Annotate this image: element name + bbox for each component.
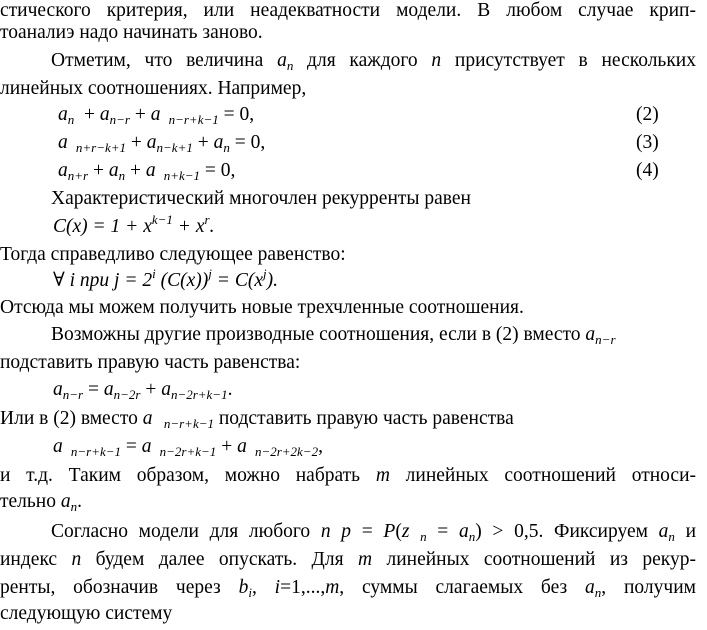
text-line-1: стического критерия, или неадекватности модели. В любом случае крип-	[0, 0, 696, 21]
text-line-4: линейных соотношениях. Например,	[0, 78, 307, 99]
equation-number-2: (2)	[636, 104, 659, 125]
equation-3: a $_{n+r-k+1} + a_{n-k+1} + a_n = 0$,	[58, 132, 266, 155]
text-line-16: следующую систему	[0, 603, 173, 624]
text-line-2: тоаналиэ надо начинать заново.	[0, 22, 263, 43]
equation-4: $a_{n+r} + a_n + a$ $_{n+k-1}$ = 0,	[58, 160, 236, 183]
equation-substitution-1: $a_{n-r} = a_{n-2r} + a_{n-2r+k-1}$.	[53, 379, 233, 402]
text-line-12: тельно $a_n$.	[0, 491, 82, 514]
equation-forall: ∀ i при $j = 2^i$ $(C(x))^j = C(x^j)$.	[53, 266, 278, 291]
text-line-3: Отметим, что величина $a_n$ для каждого n присутствует в нескольких	[51, 50, 696, 73]
text-line-6: Тогда справедливо следующее равенство:	[0, 244, 346, 265]
text-line-8: Возможны другие производные соотношения, если в (2) вместо $a_{n-r}$	[51, 324, 616, 347]
equation-2: $a_n + a_{n-r} + a$ $_{n-r+k-1}$ = 0,	[58, 104, 255, 127]
equation-polynomial: $C(x) = 1 + x^{k-1} + x^r$.	[53, 212, 215, 237]
text-line-10: Или в (2) вместо a $_{n-r+k-1}$ подставить правую часть равенства	[0, 408, 514, 431]
text-line-14: индекс n будем далее опускать. Для m линейных соотношений из рекур-	[0, 549, 696, 570]
var-a: a	[277, 50, 287, 71]
equation-substitution-2: a $_{n-r+k-1}$ = a $_{n-2r+k-1}$ + a $_{n-2r+2k-2}$,	[53, 436, 323, 459]
text-line-11: и т.д. Таким образом, можно набрать m линейных соотношений относи-	[0, 465, 696, 486]
equation-number-3: (3)	[636, 132, 659, 153]
text-line-9: подставить правую часть равенства:	[0, 352, 301, 373]
text-line-7: Отсюда мы можем получить новые трехчленные соотношения.	[0, 297, 524, 318]
text-line-15: ренты, обозначив через $b_i$, i=1,...,m, суммы слагаемых без $a_n$, получим	[0, 577, 696, 600]
equation-number-4: (4)	[636, 160, 659, 181]
text-line-5: Характеристический многочлен рекурренты равен	[51, 188, 471, 209]
text-line-13: Согласно модели для любого n p = P(z $_n = a_n) > 0,5$. Фиксируем $a_n$ и	[51, 521, 697, 544]
